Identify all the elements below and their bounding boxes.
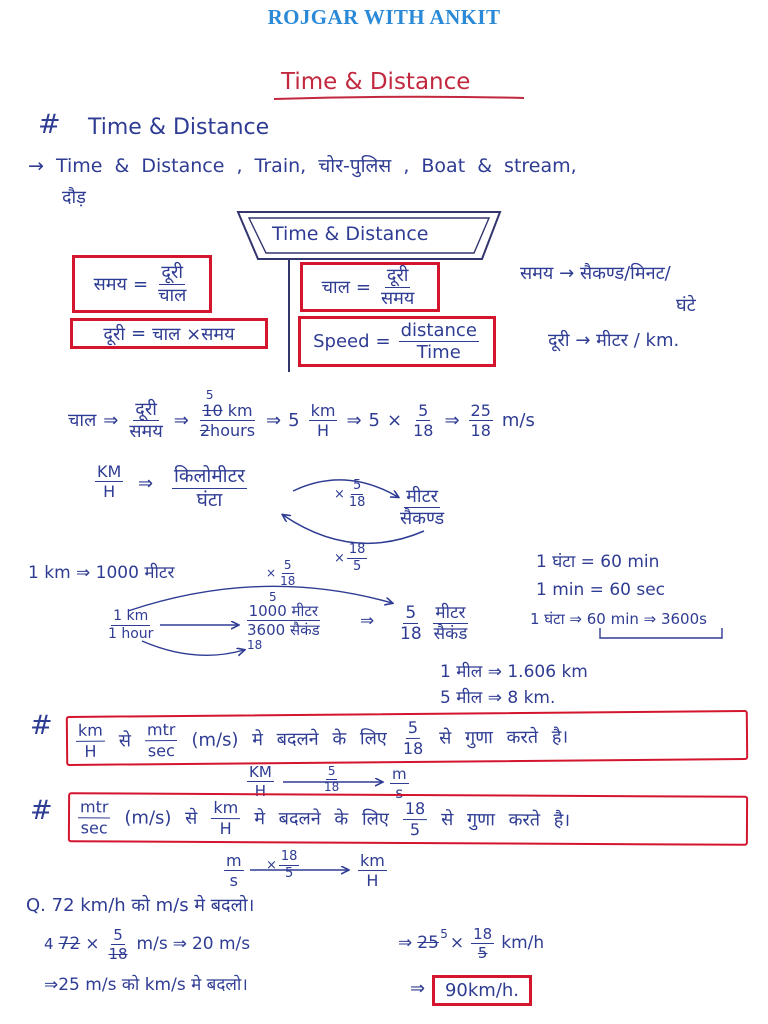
fraction (156, 263, 188, 305)
unit: km/h (501, 932, 545, 953)
numerator: 5 (406, 719, 420, 738)
km-to-meter-line: 1 km ⇒ 1000 मीटर (28, 563, 175, 583)
fraction-kilometer-hour (172, 466, 247, 510)
time-label: समय (520, 263, 554, 284)
numerator: मीटर (435, 603, 466, 623)
formula-lhs: चाल (321, 277, 350, 298)
fraction-18-5 (403, 800, 428, 838)
denominator: 18 (280, 573, 296, 588)
struck-value: 25 (417, 932, 439, 953)
cancelled-value (417, 926, 448, 954)
derivation-middle (243, 590, 324, 653)
equals-sign: = (355, 276, 371, 298)
speed-example (68, 388, 535, 443)
fraction-1000m-3600s (245, 590, 322, 653)
denominator (198, 421, 257, 439)
time-unit-line-2: 1 min = 60 sec (536, 580, 666, 600)
denominator: 5 (409, 819, 421, 839)
numerator: दूरी (386, 265, 409, 287)
struck-value: 10 (202, 401, 223, 421)
heading-hash: # (38, 109, 61, 140)
time-units: सैकण्ड/मिनट/ (579, 263, 671, 284)
fraction-mtr-sec (78, 799, 111, 837)
formula-box-time (72, 255, 212, 313)
denominator: H (84, 741, 97, 761)
formula-lhs: समय (93, 274, 127, 295)
carry-value: 4 (44, 935, 54, 954)
denominator: H (219, 818, 232, 838)
fraction-meter-second (432, 604, 470, 644)
denominator: समय (129, 421, 163, 443)
numerator: 25 (470, 401, 491, 421)
numerator: 18 (473, 925, 493, 943)
heading-text: Time & Distance (88, 115, 270, 140)
implies-arrow-icon: ⇒ (138, 473, 154, 494)
carry-value: 5 (440, 926, 448, 941)
numerator: मीटर (406, 486, 439, 507)
arrow-icon: → (28, 155, 44, 177)
topics-line (28, 156, 577, 178)
denominator: s (229, 871, 238, 891)
numerator: km (310, 401, 336, 421)
fraction-18-5 (279, 850, 300, 881)
conversion-meter-second (396, 487, 448, 529)
fraction-meter-second (398, 487, 446, 529)
value: 5 (368, 409, 380, 431)
derivation-bottom-arc (142, 641, 244, 655)
equals-sign: = (375, 331, 391, 352)
fraction-5-18 (401, 719, 426, 757)
derivation-start (104, 609, 157, 642)
fraction-distance-time (127, 400, 164, 442)
numerator: 18 (279, 850, 300, 866)
arrow-icon: → (575, 330, 591, 351)
backward-factor (334, 543, 369, 574)
unit: m/s (501, 409, 535, 431)
denominator: घंटा (196, 488, 223, 511)
fraction-5-18 (411, 402, 435, 440)
question-text-2: ⇒25 m/s को km/s मे बदलो। (44, 975, 248, 995)
implies-arrow-icon: ⇒ (444, 409, 460, 431)
equals-sign: = (131, 323, 147, 344)
numerator: distance (400, 319, 477, 341)
numerator: किलोमीटर (174, 465, 245, 487)
implies-arrow-icon: ⇒ (266, 409, 282, 431)
multiply-sign: × (85, 933, 100, 954)
implies-arrow-icon: ⇒ (398, 932, 413, 953)
numerator: 5 (351, 479, 363, 495)
implies-arrow-icon: ⇒ (103, 409, 119, 431)
rule2-flow-factor (266, 850, 301, 881)
fraction-5-18 (322, 765, 341, 794)
arrow-icon: → (559, 263, 575, 284)
numerator: दूरी (135, 399, 157, 420)
denominator: 1 hour (108, 626, 154, 643)
unit: m/s (136, 933, 168, 954)
derivation-result (396, 604, 471, 644)
multiply-sign: × (266, 858, 277, 874)
cancel-mark-top: 5 (269, 590, 277, 604)
denominator: 18 (108, 945, 128, 964)
rule-text: (m/s) से (124, 807, 198, 829)
mile-line-1: 1 मील ⇒ 1.606 km (440, 662, 588, 682)
numerator: 5 (327, 764, 336, 778)
fraction-5-18 (398, 604, 424, 644)
numerator: KM (249, 763, 272, 781)
rule-text: से (118, 730, 132, 752)
denominator: H (103, 482, 116, 502)
answer-box (432, 975, 532, 1006)
rule-text: मे बदलने के लिए (254, 808, 389, 830)
fraction-km-h (76, 722, 105, 760)
denominator: सैकण्ड (400, 508, 445, 530)
cancel-mark-bottom: 18 (247, 638, 263, 653)
forward-factor (334, 479, 369, 510)
fraction-18-5 (347, 543, 368, 574)
question-text: Q. 72 km/h को m/s मे बदलो। (26, 895, 255, 916)
unit: km (227, 401, 253, 421)
fraction-km-h (309, 402, 338, 440)
fraction-10km-2hours (198, 388, 257, 441)
rule1-box (66, 710, 748, 766)
numerator: 5 (418, 401, 429, 421)
numerator: km (76, 722, 105, 742)
formula-lhs: दूरी (103, 323, 125, 345)
formula-box-speed-english (298, 316, 496, 367)
fraction-25-18 (469, 402, 493, 440)
conversion-km-h (93, 463, 125, 501)
denominator: Time (416, 342, 461, 363)
rule2-hash: # (30, 795, 53, 826)
numerator: km (211, 799, 240, 818)
result: 20 m/s (191, 933, 251, 954)
fraction-18-5 (471, 926, 494, 961)
time-units-note (520, 264, 671, 285)
denominator: H (366, 871, 379, 891)
formula-rhs: चाल ×समय (152, 323, 235, 345)
struck-value: 72 (58, 933, 81, 954)
numerator: mtr (145, 721, 178, 741)
site-header-title: ROJGAR WITH ANKIT (267, 5, 501, 29)
implies-arrow-icon: ⇒ (360, 611, 375, 631)
distance-units: मीटर / km. (596, 330, 680, 351)
multiply-sign: × (334, 551, 345, 567)
implies-arrow-icon: ⇒ (346, 409, 362, 431)
equals-sign: = (132, 273, 149, 295)
numerator: 5 (283, 558, 292, 572)
rule1-hash: # (30, 710, 53, 741)
numerator: 18 (403, 800, 427, 819)
conversion-hindi-unit (170, 466, 249, 510)
denominator: sec (147, 740, 175, 760)
topics-list: Time & Distance , Train, चोर-पुलिस , Boat & stream, (55, 155, 577, 177)
struck-value: 2 (199, 421, 211, 441)
numerator: 18 (347, 543, 368, 559)
numerator (200, 402, 254, 421)
km-line-factor (266, 559, 299, 588)
multiply-sign: × (334, 487, 345, 503)
fraction (379, 266, 416, 308)
denominator: 3600 सैकंड (247, 621, 320, 640)
speed-label: चाल (68, 409, 97, 431)
formula-box-title: Time & Distance (272, 223, 429, 245)
multiply-sign: × (266, 565, 277, 580)
denominator: 18 (470, 421, 491, 441)
fraction-5-18 (347, 479, 368, 510)
fraction (399, 321, 479, 363)
rule-text: से गुणा करते है। (439, 726, 569, 749)
topics-line-2: दौड़ (62, 187, 86, 208)
numerator: m (392, 765, 407, 783)
fraction-m-s (224, 852, 244, 890)
numerator: 5 (113, 926, 123, 944)
numerator: 5 (405, 603, 417, 623)
denominator: चाल (158, 284, 187, 306)
fraction-mtr-sec (145, 721, 178, 759)
numerator: mtr (78, 799, 111, 818)
denominator: 18 (413, 421, 434, 441)
multiply-sign: × (449, 932, 465, 953)
time-unit-line-3: 1 घंटा ⇒ 60 min ⇒ 3600s (530, 610, 707, 628)
rule2-flow-from (222, 852, 246, 890)
denominator: H (254, 782, 267, 801)
denominator: सैकंड (433, 624, 468, 645)
value: 5 (288, 409, 300, 431)
numerator: 1000 मीटर (248, 602, 319, 620)
rule-text: (m/s) मे बदलने के लिए (191, 728, 387, 751)
time-units-note-2: घंटे (676, 295, 696, 316)
denominator: समय (381, 287, 415, 309)
denominator: 5 (285, 866, 294, 882)
denominator: 18 (348, 495, 366, 511)
solution-step-1 (44, 927, 250, 962)
time-unit-line-1: 1 घंटा = 60 min (536, 552, 660, 572)
denominator: s (395, 784, 404, 803)
denominator: 5 (353, 559, 362, 575)
solution-step-2 (398, 926, 544, 961)
denominator: 18 (402, 738, 424, 758)
numerator: 1 km (111, 609, 150, 626)
cancel-mark: 5 (205, 388, 214, 403)
denominator: 5 (477, 944, 488, 963)
numerator: KM (97, 462, 122, 481)
fraction-km-h (358, 852, 387, 890)
page-title: Time & Distance (281, 69, 471, 95)
distance-label: दूरी (548, 330, 570, 351)
unit: hours (210, 421, 256, 441)
formula-lhs: Speed (313, 331, 370, 352)
multiply-sign: × (386, 409, 403, 431)
formula-box-distance (70, 318, 268, 349)
rule2-box (68, 792, 748, 846)
denominator: H (316, 421, 330, 441)
denominator: sec (80, 817, 108, 837)
numerator: दूरी (161, 262, 184, 284)
denominator: 18 (324, 779, 340, 794)
rule2-flow-to (356, 852, 389, 890)
time-bracket (600, 628, 722, 638)
numerator: km (360, 851, 385, 870)
distance-units-note (548, 331, 679, 352)
answer-value: 90km/h. (444, 980, 520, 1001)
implies-arrow-icon: ⇒ (410, 978, 426, 999)
implies-arrow-icon: ⇒ (172, 933, 187, 954)
numerator: m (226, 851, 242, 870)
fraction-km-h (211, 799, 240, 837)
rule-text: से गुणा करते है। (441, 809, 571, 831)
page-title-underline (274, 97, 524, 99)
rule1-flow-factor (320, 765, 343, 794)
formula-box-speed-hindi (300, 262, 440, 312)
denominator: 18 (400, 624, 422, 645)
fraction-1km-1hour (106, 609, 155, 642)
fraction-km-h (95, 463, 123, 501)
mile-line-2: 5 मील ⇒ 8 km. (440, 688, 556, 708)
implies-arrow-icon: ⇒ (173, 409, 189, 431)
fraction-5-18 (106, 927, 129, 962)
fraction-5-18 (278, 559, 297, 588)
